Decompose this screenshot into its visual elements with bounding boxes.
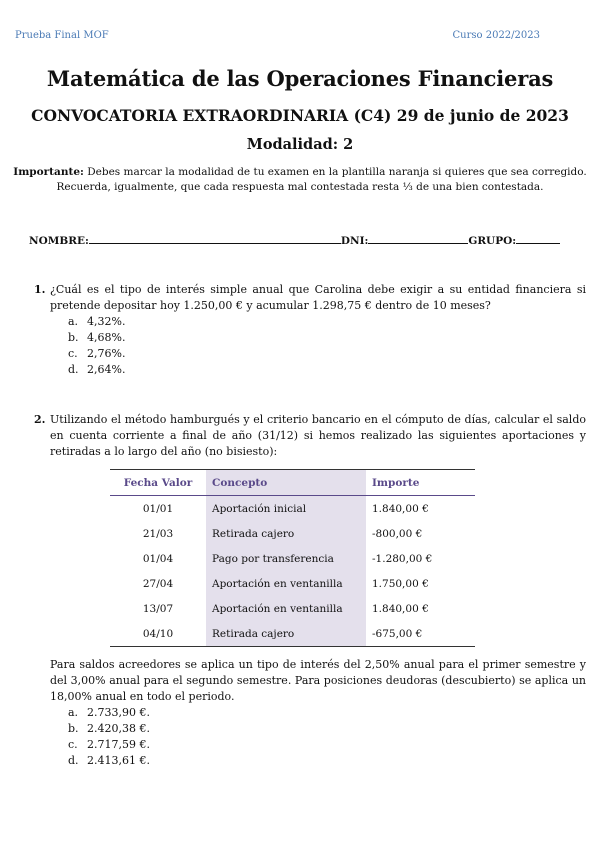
option-item: [68, 705, 586, 721]
cell-fecha: 04/10: [110, 621, 206, 647]
option-value: 2,64%.: [87, 363, 126, 376]
option-item: [68, 737, 586, 753]
important-line1: Debes marcar la modalidad de tu examen en la plantilla naranja si quieres que sea corregido.: [83, 166, 587, 178]
option-value: 2.717,59 €.: [87, 738, 150, 751]
table-row: [110, 546, 475, 571]
cell-importe: 1.750,00 €: [372, 577, 429, 590]
modalidad: Modalidad: 2: [246, 136, 354, 153]
option-value: 2.733,90 €.: [87, 706, 150, 719]
option-letter: c.: [68, 738, 78, 751]
option-value: 4,32%.: [87, 315, 126, 328]
nombre-label: NOMBRE:: [29, 235, 89, 247]
table-row: [110, 571, 475, 596]
important-line2: Recuerda, igualmente, que cada respuesta mal contestada resta ⅓ de una bien contestada.: [56, 181, 544, 193]
option-value: 4,68%.: [87, 331, 126, 344]
question-1: [34, 282, 586, 378]
table-row: [110, 521, 475, 546]
page-title: Matemática de las Operaciones Financieras: [46, 66, 554, 91]
question-2-options: [68, 705, 586, 769]
table-header-row: [110, 470, 475, 496]
cell-concepto: Pago por transferencia: [206, 546, 366, 571]
option-letter: d.: [68, 363, 79, 376]
col-fecha-valor: Fecha Valor: [110, 470, 206, 496]
option-item: [68, 346, 586, 362]
cell-fecha: 21/03: [142, 527, 174, 540]
cell-importe: 1.840,00 €: [372, 602, 429, 615]
option-value: 2.420,38 €.: [87, 722, 150, 735]
option-item: [68, 721, 586, 737]
cell-concepto: Aportación en ventanilla: [206, 571, 366, 596]
question-2-number: 2.: [34, 413, 46, 426]
important-notice: [10, 165, 590, 195]
table-row: [110, 496, 475, 522]
dni-blank[interactable]: [368, 232, 468, 244]
movements-table: [110, 469, 475, 647]
question-2: [34, 412, 586, 460]
option-letter: a.: [68, 315, 79, 328]
cell-fecha: 01/01: [142, 502, 174, 515]
question-2-text: Utilizando el método hamburgués y el criterio bancario en el cómputo de días, calcular el saldo en cuenta corriente a final de año (31/12) si hemos realizado las siguientes aportaciones y retiradas a lo largo del año (no bisiesto):: [50, 413, 586, 458]
col-importe: Importe: [366, 470, 475, 496]
question-1-options: [68, 314, 586, 378]
cell-fecha: 01/04: [142, 552, 174, 565]
option-item: [68, 330, 586, 346]
option-item: [68, 753, 586, 769]
question-2-paragraph: Para saldos acreedores se aplica un tipo de interés del 2,50% anual para el primer semestre y del 3,00% anual para el segundo semestre. Para posiciones deudoras (descubierto) se aplica un 18,00% anual en todo el periodo.: [50, 658, 586, 703]
option-letter: d.: [68, 754, 79, 767]
header-right: Curso 2022/2023: [452, 30, 540, 41]
option-letter: b.: [68, 331, 79, 344]
table-row: [110, 621, 475, 647]
table-row: [110, 596, 475, 621]
cell-importe: -675,00 €: [366, 621, 475, 647]
option-item: [68, 314, 586, 330]
cell-fecha: 27/04: [142, 577, 174, 590]
grupo-blank[interactable]: [516, 232, 560, 244]
option-letter: c.: [68, 347, 78, 360]
cell-importe: -800,00 €: [372, 527, 423, 540]
option-value: 2,76%.: [87, 347, 126, 360]
question-1-text: ¿Cuál es el tipo de interés simple anual que Carolina debe exigir a su entidad financiera si pretende depositar hoy 1.250,00 € y acumular 1.298,75 € dentro de 10 meses?: [50, 283, 586, 312]
grupo-label: GRUPO:: [468, 235, 517, 247]
header-left: Prueba Final MOF: [15, 30, 109, 41]
cell-concepto: Aportación en ventanilla: [206, 596, 366, 621]
id-fields-row: [29, 232, 560, 247]
option-item: [68, 362, 586, 378]
option-value: 2.413,61 €.: [87, 754, 150, 767]
cell-fecha: 13/07: [142, 602, 174, 615]
question-2-conditions: [50, 657, 586, 769]
dni-label: DNI:: [340, 235, 369, 247]
exam-subtitle: CONVOCATORIA EXTRAORDINARIA (C4) 29 de junio de 2023: [31, 106, 569, 125]
cell-importe: -1.280,00 €: [372, 552, 433, 565]
cell-concepto: Aportación inicial: [206, 496, 366, 522]
cell-concepto: Retirada cajero: [206, 521, 366, 546]
col-concepto: Concepto: [206, 470, 366, 496]
cell-concepto: Retirada cajero: [206, 621, 366, 647]
option-letter: b.: [68, 722, 79, 735]
nombre-blank[interactable]: [89, 232, 341, 244]
important-label: Importante:: [13, 166, 84, 178]
cell-importe: 1.840,00 €: [372, 502, 429, 515]
option-letter: a.: [68, 706, 79, 719]
question-1-number: 1.: [34, 283, 46, 296]
